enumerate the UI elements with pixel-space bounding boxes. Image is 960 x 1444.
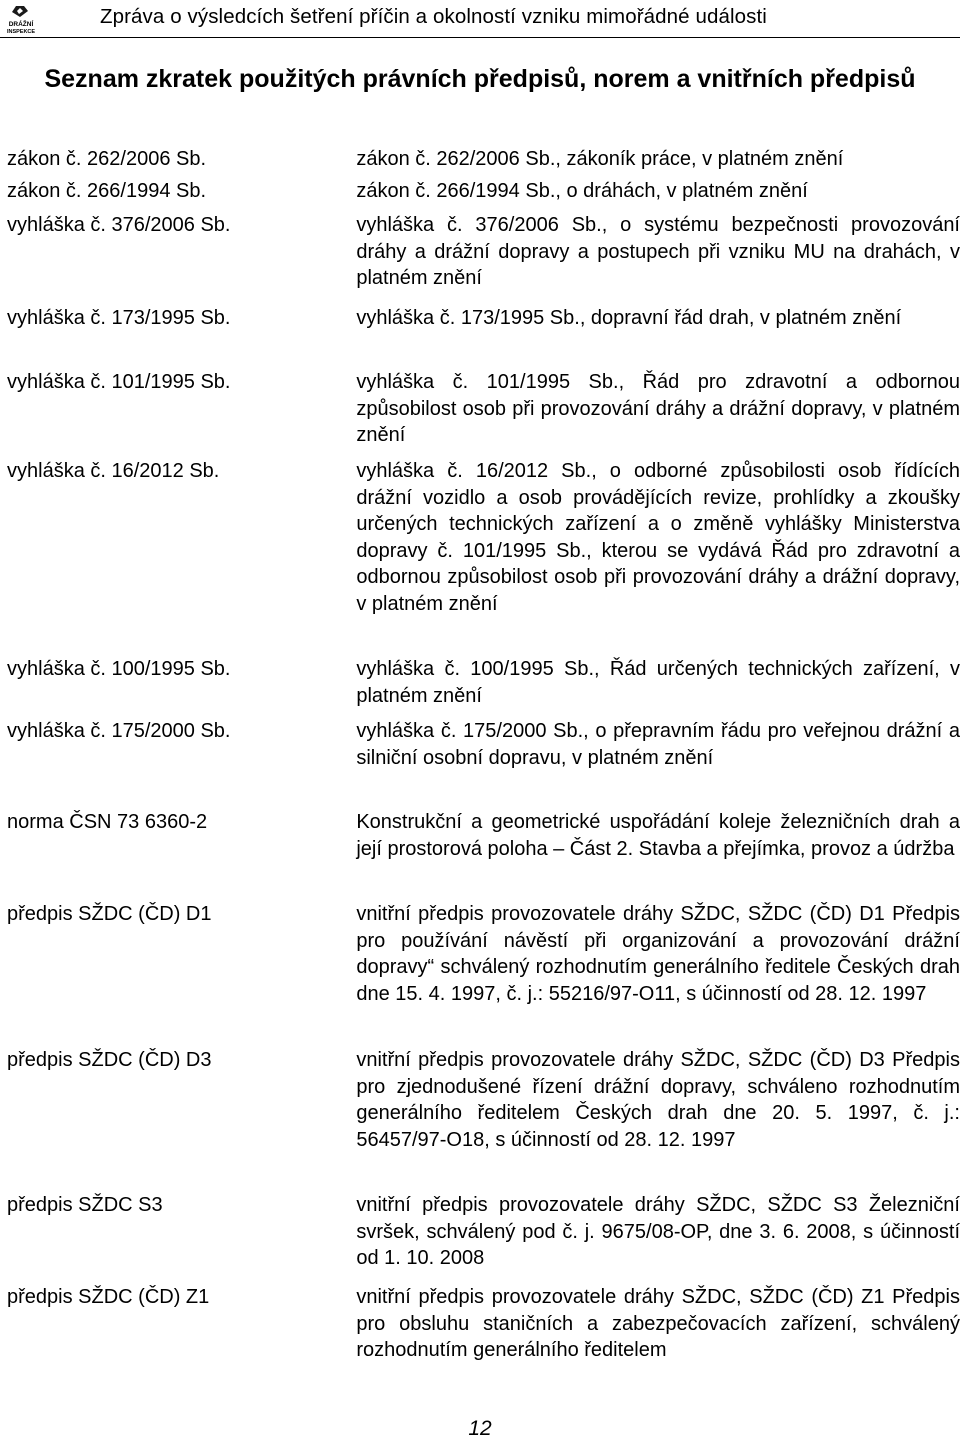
abbreviation-row: [0, 146, 960, 178]
drazni-inspekce-logo-icon: [2, 3, 40, 35]
abbreviation-term: vyhláška č. 175/2000 Sb.: [7, 720, 231, 742]
abbreviation-term: vyhláška č. 376/2006 Sb.: [7, 214, 231, 236]
abbreviation-term: zákon č. 262/2006 Sb.: [7, 148, 207, 170]
abbreviation-row: [0, 178, 960, 212]
abbreviation-row: [0, 901, 960, 1047]
abbreviation-definition: vnitřní předpis provozovatele dráhy SŽDC, SŽDC (ČD) D1 Předpis pro používání návěstí při organizování a provozování drážní dopravy“ schválený rozhodnutím generálního ředitele Českých drah dne 15. 4. 1997, č. j.: 55216/97-O11, s účinností od 28. 12. 1997: [356, 903, 960, 1005]
abbreviation-row: [0, 458, 960, 656]
logo-text-bottom: INSPEKCE: [6, 29, 36, 35]
logo-text-top: DRÁŽNÍ: [8, 21, 34, 28]
abbreviation-term: norma ČSN 73 6360-2: [7, 811, 208, 833]
page-header: [0, 0, 960, 40]
page-title: Seznam zkratek použitých právních předpisů, norem a vnitřních předpisů: [44, 65, 916, 93]
page-number: 12: [468, 1417, 492, 1440]
abbreviation-row: [0, 656, 960, 718]
abbreviation-row: [0, 809, 960, 901]
abbreviation-term: vyhláška č. 16/2012 Sb.: [7, 460, 220, 482]
abbreviation-definition: vnitřní předpis provozovatele dráhy SŽDC, SŽDC (ČD) Z1 Předpis pro obsluhu staničních a zabezpečovacích zařízení, schválený rozhodnutím generálního ředitelem: [356, 1286, 960, 1361]
abbreviation-definition: vyhláška č. 100/1995 Sb., Řád určených technických zařízení, v platném znění: [356, 658, 960, 707]
abbreviation-row: [0, 718, 960, 809]
abbreviation-term: vyhláška č. 100/1995 Sb.: [7, 658, 231, 680]
abbreviation-row: [0, 305, 960, 369]
header-divider: [0, 37, 960, 38]
abbreviation-row: [0, 1192, 960, 1284]
abbreviation-definition: vyhláška č. 175/2000 Sb., o přepravním řádu pro veřejnou drážní a silniční osobní dopravu, v platném znění: [356, 720, 960, 769]
abbreviation-term: předpis SŽDC (ČD) Z1: [7, 1286, 210, 1308]
abbreviation-term: vyhláška č. 101/1995 Sb.: [7, 371, 231, 393]
abbreviation-term: zákon č. 266/1994 Sb.: [7, 180, 207, 202]
abbreviation-term: vyhláška č. 173/1995 Sb.: [7, 307, 231, 329]
abbreviations-list: [0, 146, 960, 1366]
abbreviation-term: předpis SŽDC S3: [7, 1194, 163, 1216]
abbreviation-definition: zákon č. 266/1994 Sb., o dráhách, v platném znění: [356, 180, 808, 202]
abbreviation-definition: vnitřní předpis provozovatele dráhy SŽDC, SŽDC S3 Železniční svršek, schválený pod č. j. 9675/08-OP, dne 3. 6. 2008, s účinností od 1. 10. 2008: [356, 1194, 960, 1269]
header-title: Zpráva o výsledcích šetření příčin a okolností vzniku mimořádné události: [100, 5, 767, 28]
abbreviation-definition: vyhláška č. 376/2006 Sb., o systému bezpečnosti provozování dráhy a drážní dopravy a postupech při vzniku MU na drahách, v platném znění: [356, 214, 960, 289]
abbreviation-definition: vyhláška č. 173/1995 Sb., dopravní řád drah, v platném znění: [356, 307, 902, 329]
abbreviation-term: předpis SŽDC (ČD) D1: [7, 903, 212, 925]
abbreviation-row: [0, 1047, 960, 1192]
abbreviation-row: [0, 1284, 960, 1366]
abbreviation-definition: vyhláška č. 16/2012 Sb., o odborné způsobilosti osob řídících drážní vozidlo a osob provádějících revize, prohlídky a zkoušky určených technických zařízení a o změně vyhlášky Ministerstva dopravy č. 101/1995 Sb., kterou se vydává Řád pro zdravotní a odbornou způsobilost osob při provozování dráhy a drážní dopravy, v platném znění: [356, 460, 960, 615]
abbreviation-row: [0, 212, 960, 305]
abbreviation-definition: Konstrukční a geometrické uspořádání koleje železničních drah a její prostorová poloha – Část 2. Stavba a přejímka, provoz a údržba: [356, 811, 960, 860]
abbreviation-definition: vnitřní předpis provozovatele dráhy SŽDC, SŽDC (ČD) D3 Předpis pro zjednodušené řízení drážní dopravy, schváleno rozhodnutím generálního ředitelem Českých drah dne 20. 5. 1997, č. j.: 56457/97-O18, s účinností od 28. 12. 1997: [356, 1049, 960, 1151]
abbreviation-row: [0, 369, 960, 458]
abbreviation-term: předpis SŽDC (ČD) D3: [7, 1049, 212, 1071]
abbreviation-definition: vyhláška č. 101/1995 Sb., Řád pro zdravotní a odbornou způsobilost osob při provozování dráhy a drážní dopravy, v platném znění: [356, 371, 960, 446]
abbreviation-definition: zákon č. 262/2006 Sb., zákoník práce, v platném znění: [356, 148, 844, 170]
